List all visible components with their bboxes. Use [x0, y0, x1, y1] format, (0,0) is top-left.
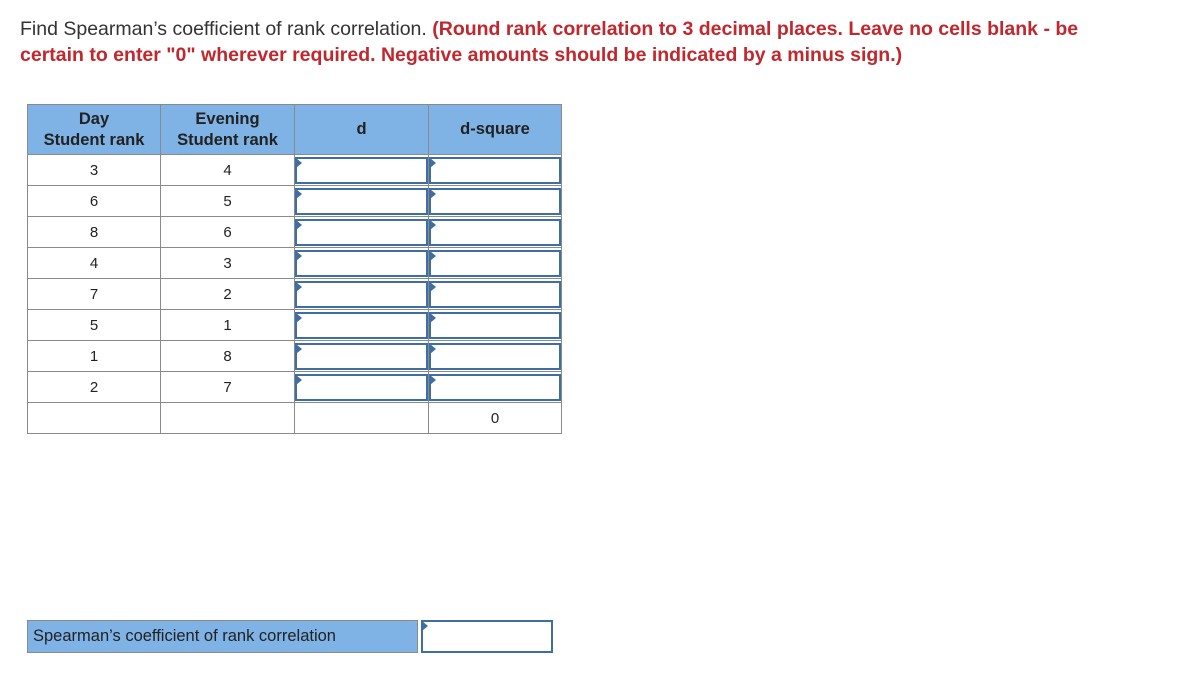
table-row — [28, 155, 562, 186]
total-blank-1 — [28, 403, 161, 434]
header-d-square — [429, 105, 562, 155]
d-square-input[interactable] — [431, 190, 559, 213]
d-square-cell — [429, 310, 562, 341]
day-rank-cell: 6 — [28, 186, 161, 217]
d-input-box[interactable] — [295, 157, 428, 184]
spearman-row — [27, 620, 553, 653]
input-marker-icon — [430, 220, 436, 230]
evening-rank-cell: 5 — [161, 186, 295, 217]
input-marker-icon — [296, 251, 302, 261]
d-cell — [295, 310, 429, 341]
table-row — [28, 248, 562, 279]
table-row — [28, 186, 562, 217]
d-input[interactable] — [297, 283, 426, 306]
header-d-square-text: d-square — [460, 120, 530, 138]
table-row — [28, 217, 562, 248]
spearman-label: Spearman’s coefficient of rank correlation — [27, 620, 418, 653]
d-square-cell — [429, 217, 562, 248]
d-square-input[interactable] — [431, 252, 559, 275]
table-row — [28, 279, 562, 310]
d-input-box[interactable] — [295, 312, 428, 339]
d-square-cell — [429, 372, 562, 403]
header-day-rank — [28, 105, 161, 155]
total-row — [28, 403, 562, 434]
instructions-text: Find Spearman’s coefficient of rank correlation. — [20, 18, 433, 40]
d-square-input[interactable] — [431, 283, 559, 306]
spearman-coefficient-input[interactable] — [423, 622, 551, 651]
d-square-cell — [429, 248, 562, 279]
d-cell — [295, 217, 429, 248]
d-input-box[interactable] — [295, 343, 428, 370]
header-day-rank-text: Day Student rank — [43, 109, 145, 149]
header-d — [295, 105, 429, 155]
d-square-cell — [429, 186, 562, 217]
d-input[interactable] — [297, 376, 426, 399]
d-square-input-box[interactable] — [429, 219, 561, 246]
d-cell — [295, 279, 429, 310]
input-marker-icon — [430, 158, 436, 168]
day-rank-cell: 7 — [28, 279, 161, 310]
d-cell — [295, 248, 429, 279]
d-square-input[interactable] — [431, 221, 559, 244]
input-marker-icon — [430, 189, 436, 199]
d-square-input-box[interactable] — [429, 343, 561, 370]
input-marker-icon — [296, 220, 302, 230]
d-square-input-box[interactable] — [429, 157, 561, 184]
d-square-cell — [429, 279, 562, 310]
d-input[interactable] — [297, 314, 426, 337]
spearman-input-box[interactable] — [421, 620, 553, 653]
d-square-input[interactable] — [431, 314, 559, 337]
input-marker-icon — [422, 621, 428, 631]
d-input-box[interactable] — [295, 188, 428, 215]
d-input[interactable] — [297, 190, 426, 213]
table-row — [28, 310, 562, 341]
d-square-input[interactable] — [431, 159, 559, 182]
d-input-box[interactable] — [295, 281, 428, 308]
input-marker-icon — [430, 344, 436, 354]
evening-rank-cell: 1 — [161, 310, 295, 341]
total-blank-2 — [161, 403, 295, 434]
input-marker-icon — [430, 313, 436, 323]
input-marker-icon — [296, 375, 302, 385]
d-input[interactable] — [297, 252, 426, 275]
header-evening-rank — [161, 105, 295, 155]
evening-rank-cell: 2 — [161, 279, 295, 310]
d-square-input-box[interactable] — [429, 188, 561, 215]
d-square-input[interactable] — [431, 345, 559, 368]
evening-rank-cell: 3 — [161, 248, 295, 279]
rank-table — [27, 104, 562, 434]
d-input-box[interactable] — [295, 250, 428, 277]
d-cell — [295, 155, 429, 186]
input-marker-icon — [296, 189, 302, 199]
d-cell — [295, 372, 429, 403]
d-input[interactable] — [297, 345, 426, 368]
instructions-emphasis: (Round rank correlation to 3 decimal places. Leave no cells blank - be certain to enter "0" wherever required. Negative amounts should be indicated by a minus sign.) — [20, 18, 1079, 66]
day-rank-cell: 3 — [28, 155, 161, 186]
header-evening-rank-text: Evening Student rank — [177, 109, 278, 149]
evening-rank-cell: 4 — [161, 155, 295, 186]
d-square-input-box[interactable] — [429, 312, 561, 339]
day-rank-cell: 4 — [28, 248, 161, 279]
input-marker-icon — [296, 158, 302, 168]
table-row — [28, 341, 562, 372]
header-row — [28, 105, 562, 155]
day-rank-cell: 5 — [28, 310, 161, 341]
d-square-input-box[interactable] — [429, 250, 561, 277]
instructions — [20, 16, 1140, 68]
d-square-cell — [429, 155, 562, 186]
d-square-input[interactable] — [431, 376, 559, 399]
input-marker-icon — [296, 282, 302, 292]
d-input-box[interactable] — [295, 374, 428, 401]
evening-rank-cell: 7 — [161, 372, 295, 403]
day-rank-cell: 8 — [28, 217, 161, 248]
header-d-text: d — [356, 120, 367, 138]
d-input-box[interactable] — [295, 219, 428, 246]
input-marker-icon — [430, 251, 436, 261]
evening-rank-cell: 8 — [161, 341, 295, 372]
d-cell — [295, 186, 429, 217]
d-square-total: 0 — [429, 403, 562, 434]
input-marker-icon — [430, 375, 436, 385]
day-rank-cell: 2 — [28, 372, 161, 403]
d-square-input-box[interactable] — [429, 281, 561, 308]
input-marker-icon — [296, 344, 302, 354]
evening-rank-cell: 6 — [161, 217, 295, 248]
d-square-input-box[interactable] — [429, 374, 561, 401]
total-blank-3 — [295, 403, 429, 434]
input-marker-icon — [430, 282, 436, 292]
d-input[interactable] — [297, 159, 426, 182]
d-square-cell — [429, 341, 562, 372]
table-row — [28, 372, 562, 403]
day-rank-cell: 1 — [28, 341, 161, 372]
d-cell — [295, 341, 429, 372]
input-marker-icon — [296, 313, 302, 323]
d-input[interactable] — [297, 221, 426, 244]
